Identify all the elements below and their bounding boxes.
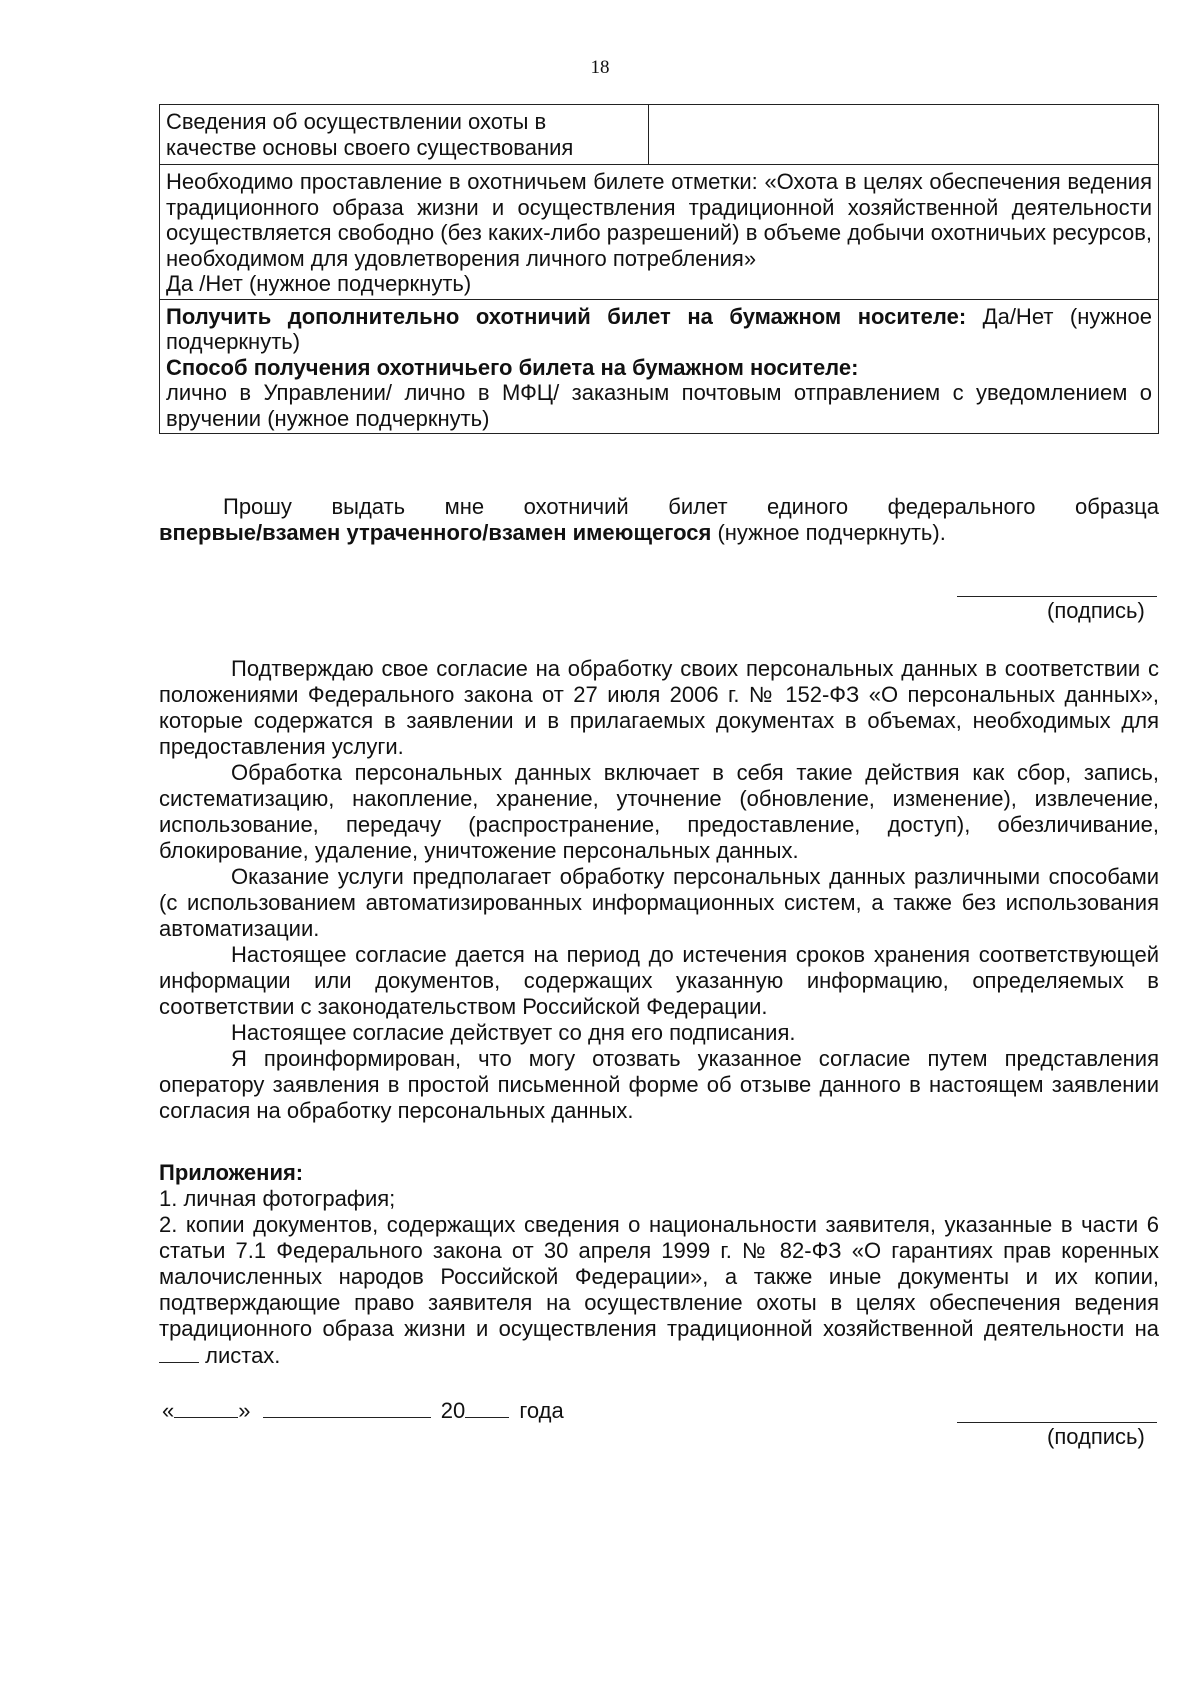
mark-requirement-choice: Да /Нет (нужное подчеркнуть) [166,271,472,296]
attachment-item [159,1212,1159,1369]
hunting-basis-label: Сведения об осуществлении охоты в качестве основы своего существования [160,105,649,164]
request-paragraph [159,494,1159,545]
consent-paragraph: Подтверждаю свое согласие на обработку своих персональных данных в соответствии с положениями Федерального закона от 27 июля 2006 г. № 152-ФЗ «О персональных данных», которые содержатся в заявлении и в прилагаемых документах в объемах, необходимых для предоставления услуги. [159,656,1159,759]
signature-label: (подпись) [1047,598,1145,623]
request-note: (нужное подчеркнуть). [711,519,946,545]
signature-line[interactable] [957,596,1157,597]
consent-paragraph: Оказание услуги предполагает обработку персональных данных различными способами (с использованием автоматизированных информационных систем, а также без использования автоматизации. [159,864,1159,941]
mark-requirement-text: Необходимо проставление в охотничьем билете отметки: «Охота в целях обеспечения ведения традиционного образа жизни и осуществления традиционной хозяйственной деятельности осуществляется свободно (без каких-либо разрешений) в объеме добычи охотничьих ресурсов, необходимом для удовлетворения личного потребления» [166,169,1152,271]
signature-label: (подпись) [1047,1424,1145,1449]
table-row [160,165,1158,300]
hunting-basis-value-cell[interactable] [649,105,1158,164]
delivery-method-question: Способ получения охотничьего билета на бумажном носителе: [166,354,859,380]
month-field[interactable] [263,1397,431,1418]
paper-ticket-question: Получить дополнительно охотничий билет на бумажном носителе: [166,303,967,329]
table-row [160,105,1158,165]
attachments-section [159,1160,1159,1369]
day-field[interactable] [174,1397,238,1418]
consent-paragraph: Настоящее согласие дается на период до истечения сроков хранения соответствующей информации или документов, содержащих указанную информацию, определяемых в соответствии с законодательством Российской Федерации. [159,942,1159,1019]
attachment-item-text: 2. копии документов, содержащих сведения о национальности заявителя, указанные в части 6 статьи 7.1 Федерального закона от 30 апреля 1999 г. № 82-ФЗ «О гарантиях прав коренных малочисленных народов Российской Федерации», а также иные документы и их копии, подтверждающие право заявителя на осуществление охоты в целях обеспечения ведения традиционного образа жизни и осуществления традиционной хозяйственной деятельности на [159,1212,1159,1341]
consent-paragraph: Обработка персональных данных включает в себя такие действия как сбор, запись, систематизацию, накопление, хранение, уточнение (обновление, изменение), извлечение, использование, передачу (распространение, предоставление, доступ), обезличивание, блокирование, удаление, уничтожение персональных данных. [159,760,1159,863]
consent-paragraph: Настоящее согласие действует со дня его подписания. [231,1020,796,1045]
signature-line[interactable] [957,1422,1157,1423]
attachment-item-suffix: листах. [199,1343,281,1368]
sheets-count-field[interactable] [159,1342,199,1363]
attachment-item: 1. личная фотография; [159,1186,396,1211]
request-line: Прошу выдать мне охотничий билет единого федерального образца [223,494,1159,519]
year-field[interactable] [465,1397,509,1418]
date-century: 20 [440,1398,466,1423]
consent-section [159,656,1159,1124]
date-open-quote: « [162,1398,175,1423]
date-close-quote: » [238,1398,251,1423]
paper-ticket-choice: Да/Нет (нужное подчеркнуть) [166,303,1152,354]
info-table [159,104,1159,434]
consent-paragraph: Я проинформирован, что могу отозвать указанное согласие путем представления оператору заявления в простой письменной форме об отзыве данного в настоящем заявлении согласия на обработку персональных данных. [159,1046,1159,1123]
page-number: 18 [590,57,610,78]
table-row [160,300,1158,434]
request-options: впервые/взамен утраченного/взамен имеющегося [159,519,712,545]
attachments-title: Приложения: [159,1160,304,1185]
delivery-method-options: лично в Управлении/ лично в МФЦ/ заказным почтовым отправлением с уведомлением о вручении (нужное подчеркнуть) [166,380,1152,431]
date-year-word: года [519,1398,564,1423]
date-line [162,1397,564,1424]
paper-ticket-request [166,304,1152,355]
request-continuation [159,520,1159,546]
